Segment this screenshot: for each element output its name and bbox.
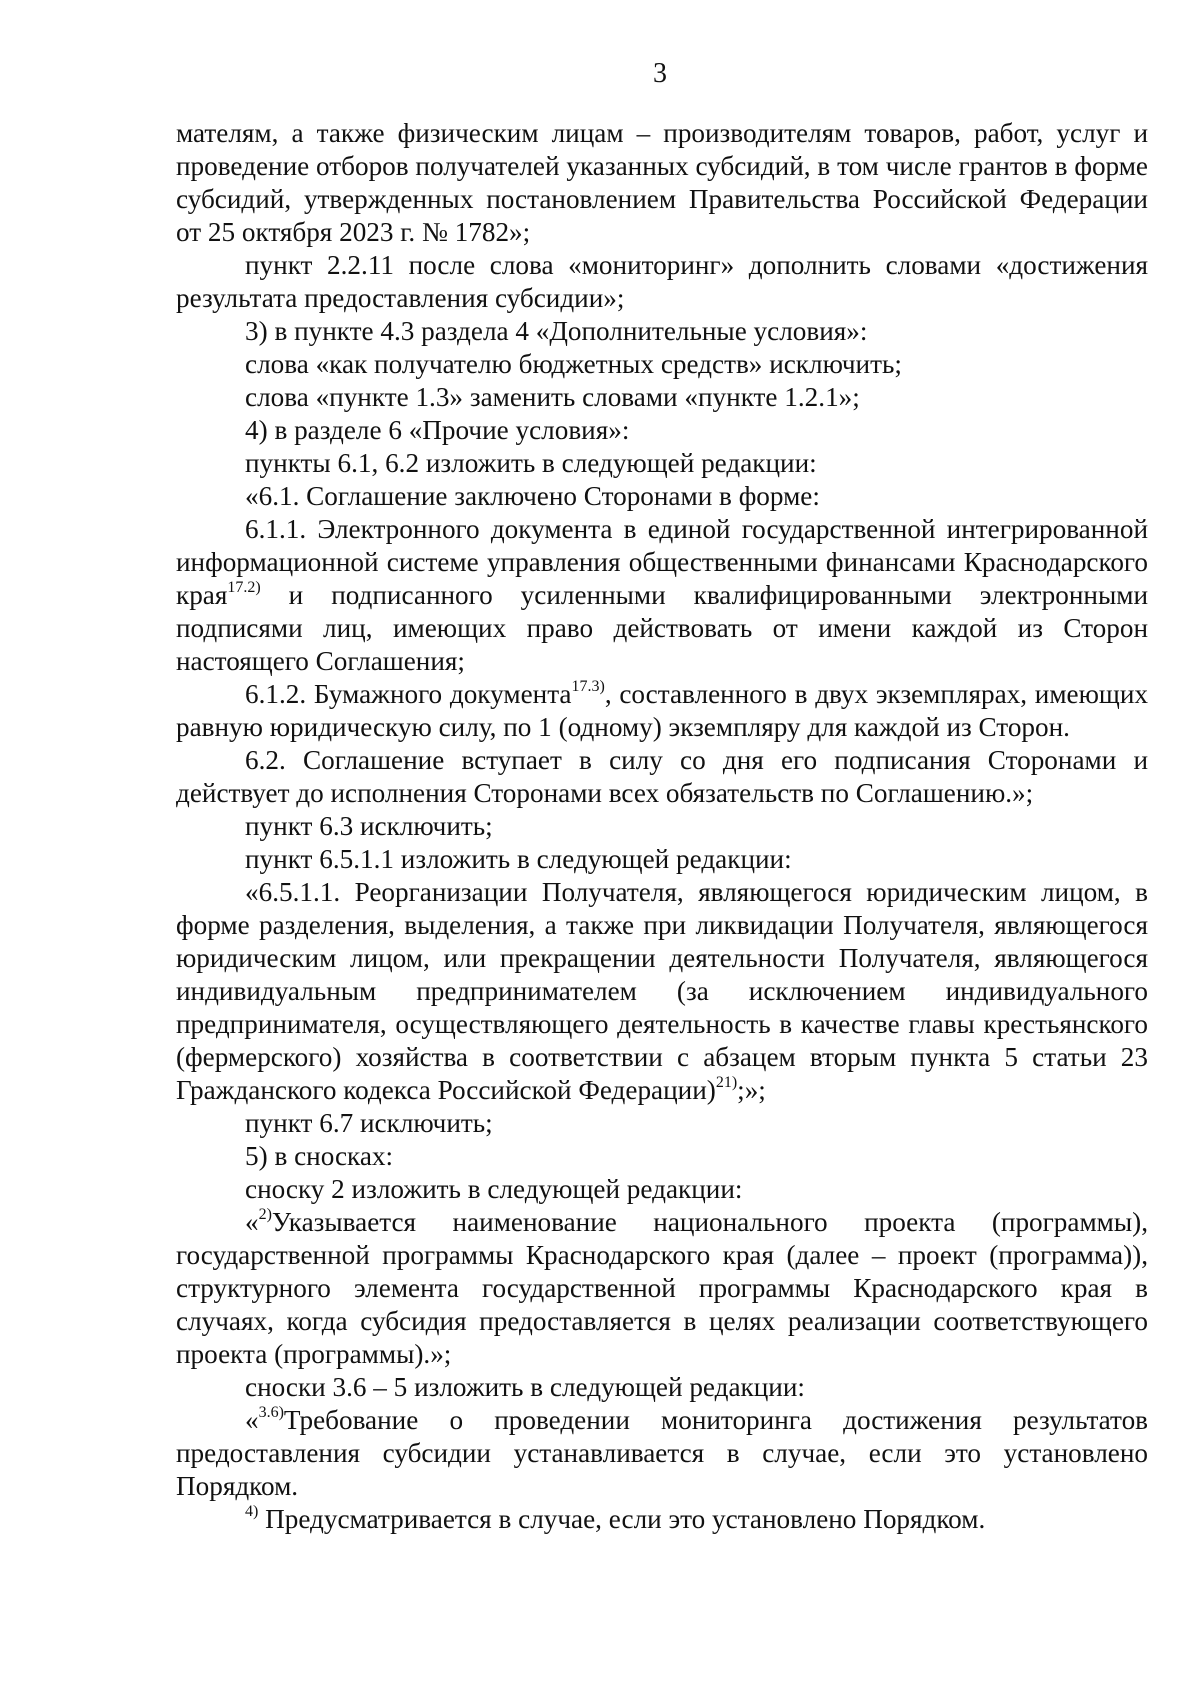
footnote-ref-2: 2)	[258, 1206, 272, 1223]
paragraph-13: пункт 6.5.1.1 изложить в следующей редакции:	[245, 844, 792, 874]
paragraph-9-text-b: и подписанного усиленными квалифицированными электронными подписями лиц, имеющих право действовать от имени каждой из Сторон настоящего Соглашения;	[176, 580, 1148, 676]
paragraph-15: пункт 6.7 исключить;	[245, 1108, 493, 1138]
paragraph-14-text-a: «6.5.1.1. Реорганизации Получателя, являющегося юридическим лицом, в форме разделения, выделения, а также при ликвидации Получателя, являющегося юридическим лицом, или прекращении деятельности Получателя, являющегося индивидуальным предпринимателем (за исключением индивидуального предпринимателя, осуществляющего деятельность в качестве главы крестьянского (фермерского) хозяйства в соответствии с абзацем вторым пункта 5 статьи 23 Гражданского кодекса Российской Федерации)	[176, 877, 1148, 1105]
paragraph-16: 5) в сносках:	[245, 1141, 394, 1171]
paragraph-21	[176, 1503, 1148, 1536]
paragraph-4: слова «как получателю бюджетных средств» исключить;	[245, 349, 902, 379]
footnote-ref-17-3: 17.3)	[571, 678, 605, 695]
paragraph-6: 4) в разделе 6 «Прочие условия»:	[245, 415, 630, 445]
paragraph-3: 3) в пункте 4.3 раздела 4 «Дополнительные условия»:	[245, 316, 868, 346]
paragraph-17: сноску 2 изложить в следующей редакции:	[245, 1174, 743, 1204]
paragraph-18	[176, 1206, 1148, 1371]
paragraph-9-text-a: 6.1.1. Электронного документа в единой государственной интегрированной информационной системе управления общественными финансами Краснодарского края	[176, 514, 1148, 610]
paragraph-1: мателям, а также физическим лицам – производителям товаров, работ, услуг и проведение отборов получателей указанных субсидий, в том числе грантов в форме субсидий, утвержденных постановлением Правительства Российской Федерации от 25 октября 2023 г. № 1782»;	[176, 118, 1148, 247]
paragraph-10	[176, 678, 1148, 744]
paragraph-20-text-b: Требование о проведении мониторинга достижения результатов предоставления субсидии устанавливается в случае, если это установлено Порядком.	[176, 1405, 1148, 1501]
paragraph-12: пункт 6.3 исключить;	[245, 811, 493, 841]
paragraph-10-text-a: 6.1.2. Бумажного документа	[245, 679, 572, 709]
paragraph-10-text-b: , составленного в двух экземплярах, имеющих равную юридическую силу, по 1 (одному) экземпляру для каждой из Сторон.	[176, 679, 1148, 742]
paragraph-2: пункт 2.2.11 после слова «мониторинг» дополнить словами «достижения результата предоставления субсидии»;	[176, 250, 1148, 313]
paragraph-9	[176, 513, 1148, 678]
paragraph-5: слова «пункте 1.3» заменить словами «пункте 1.2.1»;	[245, 382, 860, 412]
footnote-ref-3-6: 3.6)	[258, 1404, 284, 1421]
paragraph-18-text-a: «	[245, 1207, 259, 1237]
paragraph-14-text-b: ;»;	[737, 1075, 766, 1105]
paragraph-19: сноски 3.6 – 5 изложить в следующей редакции:	[245, 1372, 805, 1402]
footnote-ref-4: 4)	[245, 1503, 259, 1520]
paragraph-21-text-b: Предусматривается в случае, если это установлено Порядком.	[258, 1504, 986, 1534]
page-number: 3	[653, 58, 667, 89]
footnote-ref-17-2: 17.2)	[227, 579, 261, 596]
paragraph-14	[176, 876, 1148, 1107]
paragraph-20	[176, 1404, 1148, 1503]
paragraph-20-text-a: «	[245, 1405, 259, 1435]
paragraph-8: «6.1. Соглашение заключено Сторонами в форме:	[245, 481, 820, 511]
paragraph-7: пункты 6.1, 6.2 изложить в следующей редакции:	[245, 448, 817, 478]
document-body	[176, 117, 1148, 1536]
paragraph-11: 6.2. Соглашение вступает в силу со дня его подписания Сторонами и действует до исполнения Сторонами всех обязательств по Соглашению.»;	[176, 745, 1148, 808]
paragraph-18-text-b: Указывается наименование национального проекта (программы), государственной программы Краснодарского края (далее – проект (программа)), структурного элемента государственной программы Краснодарского края в случаях, когда субсидия предоставляется в целях реализации соответствующего проекта (программы).»;	[176, 1207, 1148, 1369]
footnote-ref-21: 21)	[715, 1074, 738, 1091]
